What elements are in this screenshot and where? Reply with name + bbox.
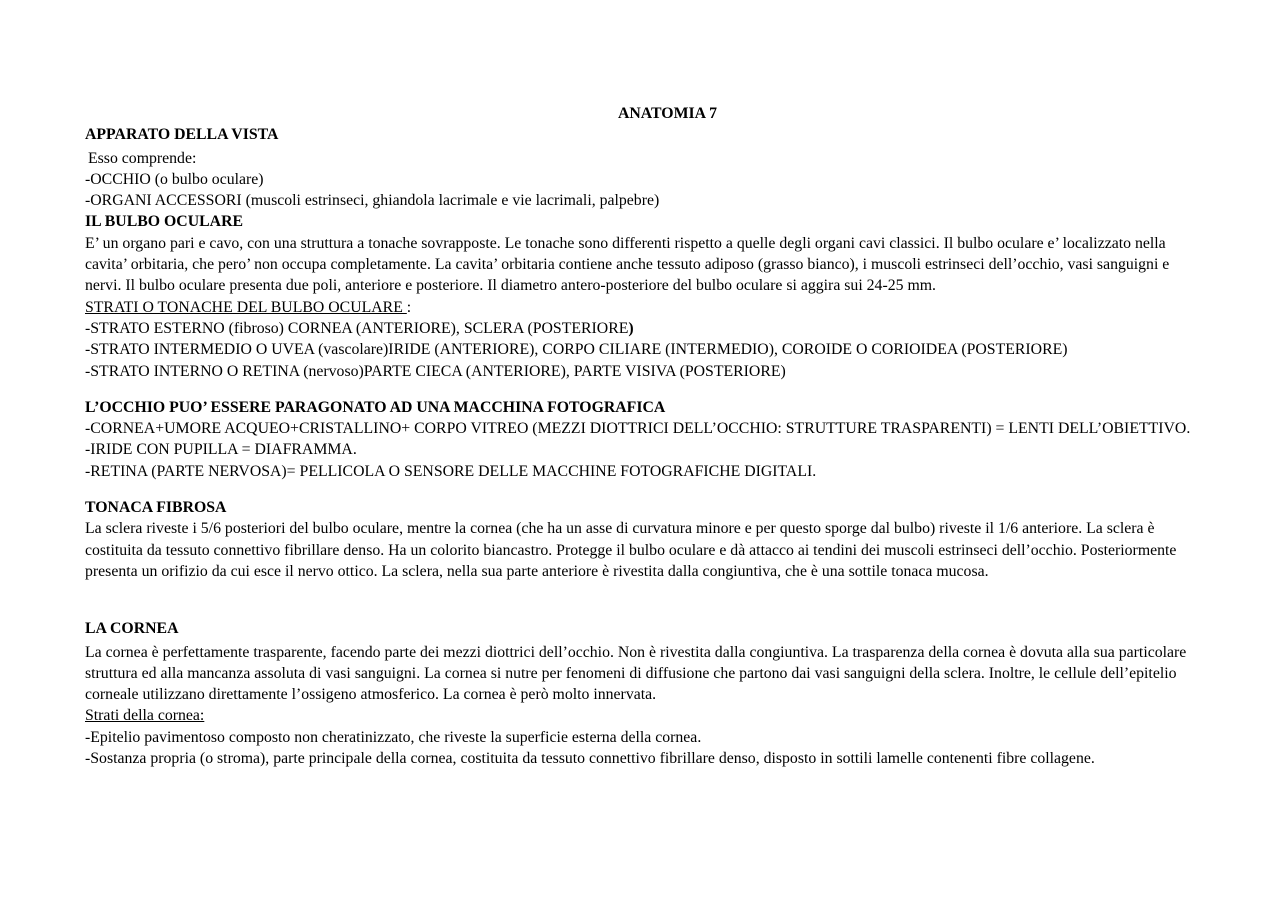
list-item: -CORNEA+UMORE ACQUEO+CRISTALLINO+ CORPO VITREO (MEZZI DIOTTRICI DELL’OCCHIO: STRUTTURE TRASPARENTI) = LENTI DELL’OBIETTIVO. bbox=[85, 420, 1191, 438]
list-item: -OCCHIO (o bulbo oculare) bbox=[85, 170, 264, 188]
list-item: -STRATO INTERNO O RETINA (nervoso)PARTE CIECA (ANTERIORE), PARTE VISIVA (POSTERIORE) bbox=[85, 362, 786, 380]
list-item: -IRIDE CON PUPILLA = DIAFRAMMA. bbox=[85, 441, 357, 459]
heading-tonaca-fibrosa: TONACA FIBROSA bbox=[85, 499, 227, 517]
strati-label: STRATI O TONACHE DEL BULBO OCULARE bbox=[85, 298, 407, 316]
list-item: -ORGANI ACCESSORI (muscoli estrinseci, ghiandola lacrimale e vie lacrimali, palpebre) bbox=[85, 192, 660, 210]
paragraph-bulbo-oculare: E’ un organo pari e cavo, con una struttura a tonache sovrapposte. Le tonache sono differenti rispetto a quelle degli organi cavi classici. Il bulbo oculare e’ localizzato nella cavita’ orbitaria, che pero’ non occupa completamente. La cavita’ orbitaria contiene anche tessuto adiposo (grasso bianco), i muscoli estrinseci dell’occhio, vasi sanguigni e nervi. Il bulbo oculare presenta due poli, anteriore e posteriore. Il diametro antero-posteriore del bulbo oculare si aggira sui 24-25 mm. bbox=[85, 234, 1170, 295]
paragraph-tonaca-fibrosa: La sclera riveste i 5/6 posteriori del bulbo oculare, mentre la cornea (che ha un asse di curvatura minore e per questo sporge dal bulbo) riveste il 1/6 anteriore. La sclera è costituita da tessuto connettivo fibrillare denso. Ha un colorito biancastro. Protegge il bulbo oculare e dà attacco ai tendini dei muscoli estrinseci dell’occhio. Posteriormente presenta un orifizio da cui esce il nervo ottico. La sclera, nella sua parte anteriore è rivestita dalla congiuntiva, che è una sottile tonaca mucosa. bbox=[85, 520, 1177, 580]
list-item: -STRATO INTERMEDIO O UVEA (vascolare)IRIDE (ANTERIORE), CORPO CILIARE (INTERMEDIO), COROIDE O CORIOIDEA (POSTERIORE) bbox=[85, 341, 1068, 359]
heading-bulbo-oculare: IL BULBO OCULARE bbox=[85, 213, 244, 231]
heading-cornea: LA CORNEA bbox=[85, 620, 179, 638]
list-item: -Sostanza propria (o stroma), parte principale della cornea, costituita da tessuto connettivo fibrillare denso, disposto in sottili lamelle contenenti fibre collagene. bbox=[85, 750, 1095, 768]
document-page bbox=[85, 103, 1195, 769]
strati-cornea-label: Strati della cornea: bbox=[85, 707, 205, 725]
strato-esterno-text: -STRATO ESTERNO (fibroso) CORNEA (ANTERIORE), SCLERA (POSTERIORE bbox=[85, 319, 629, 337]
list-item: -RETINA (PARTE NERVOSA)= PELLICOLA O SENSORE DELLE MACCHINE FOTOGRAFICHE DIGITALI. bbox=[85, 462, 817, 480]
intro-text: Esso comprende: bbox=[88, 149, 197, 167]
list-item bbox=[85, 318, 1195, 339]
document-title: ANATOMIA 7 bbox=[617, 105, 718, 122]
heading-macchina-fotografica: L’OCCHIO PUO’ ESSERE PARAGONATO AD UNA MACCHINA FOTOGRAFICA bbox=[85, 398, 666, 416]
heading-apparato-vista: APPARATO DELLA VISTA bbox=[85, 126, 279, 144]
paragraph-cornea: La cornea è perfettamente trasparente, facendo parte dei mezzi diottrici dell’occhio. Non è rivestita dalla congiuntiva. La trasparenza della cornea è dovuta alla sua particolare struttura ed alla mancanza assoluta di vasi sanguigni. La cornea si nutre per fenomeni di diffusione che partono dai vasi sanguigni della sclera. Inoltre, le cellule dell’epitelio corneale utilizzano direttamente l’ossigeno atmosferico. La cornea è però molto innervata. bbox=[85, 643, 1187, 704]
strati-cornea-line bbox=[85, 705, 1195, 726]
list-item: -Epitelio pavimentoso composto non cheratinizzato, che riveste la superficie esterna della cornea. bbox=[85, 728, 702, 746]
strato-esterno-paren: ) bbox=[628, 319, 634, 337]
strati-heading-line bbox=[85, 297, 1195, 318]
strati-colon: : bbox=[406, 298, 412, 316]
